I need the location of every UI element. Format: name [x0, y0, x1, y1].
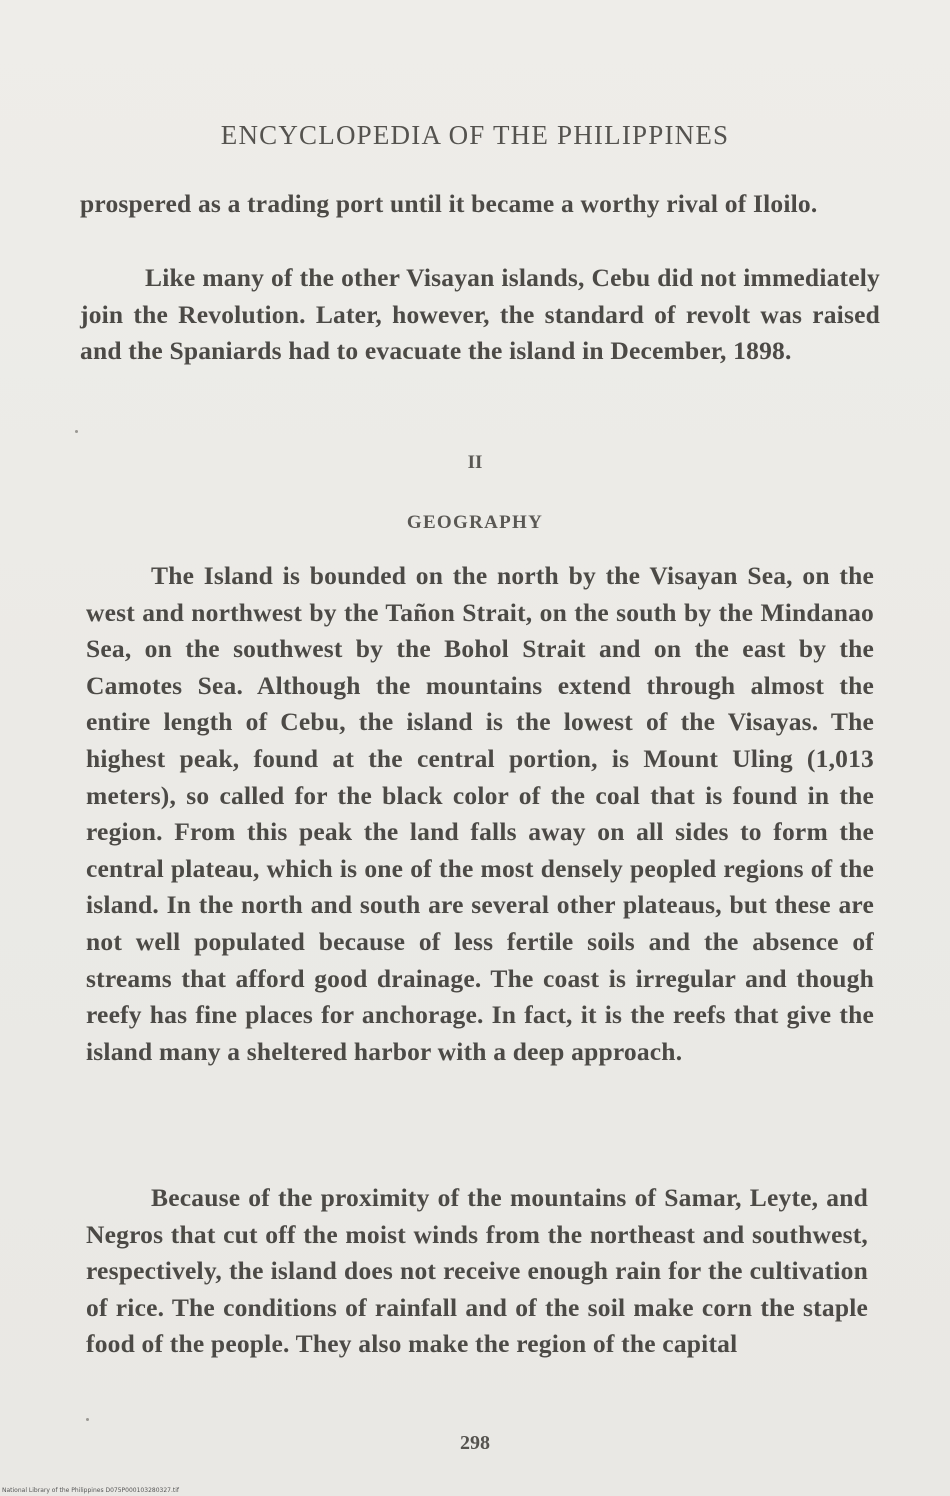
paragraph-continuation: prospered as a trading port until it became a worthy rival of Iloilo. [80, 189, 818, 218]
paper-speck [86, 1418, 89, 1421]
scan-credit: National Library of the Philippines D075P000103280327.tif [2, 1487, 180, 1494]
page-number: 298 [460, 1432, 490, 1454]
section-number: II [467, 452, 483, 473]
paragraph-revolution: Like many of the other Visayan islands, Cebu did not immediately join the Revolution. Later, however, the standard of revolt was raised and the Spaniards had to evacuate the island in December, 1898. [80, 263, 880, 366]
running-header: ENCYCLOPEDIA OF THE PHILIPPINES [220, 120, 730, 150]
paragraph-climate: Because of the proximity of the mountains of Samar, Leyte, and Negros that cut off the moist winds from the northeast and southwest, respectively, the island does not receive enough rain for the cultivation of rice. The conditions of rainfall and of the soil make corn the staple food of the people. They also make the region of the capital [86, 1183, 868, 1359]
paper-speck [75, 430, 78, 433]
section-title: GEOGRAPHY [406, 512, 544, 533]
paragraph-geography: The Island is bounded on the north by the Visayan Sea, on the west and northwest by the Tañon Strait, on the south by the Mindanao Sea, on the southwest by the Bohol Strait and on the east by the Camotes Sea. Although the mountains extend through almost the entire length of Cebu, the island is the lowest of the Visayas. The highest peak, found at the central portion, is Mount Uling (1,013 meters), so called for the black color of the coal that is found in the region. From this peak the land falls away on all sides to form the central plateau, which is one of the most densely peopled regions of the island. In the north and south are several other plateaus, but these are not well populated because of less fertile soils and the absence of streams that afford good drainage. The coast is irregular and though reefy has fine places for anchorage. In fact, it is the reefs that give the island many a sheltered harbor with a deep approach. [86, 561, 874, 1066]
